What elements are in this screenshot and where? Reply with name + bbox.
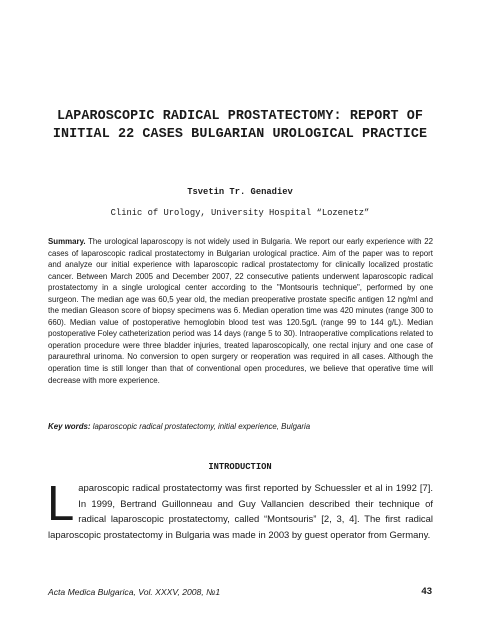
introduction-paragraph <box>47 477 433 543</box>
summary-text: The urological laparoscopy is not widely used in Bulgaria. We report our early experience with 22 cases of laparoscopic radical prostatectomy in Bulgarian urological practice. Aim of the paper was to report and analyze our initial experience with laparoscopic radical prostatectomy for clinically localized prostatic cancer. Between March 2005 and December 2007, 22 consecutive patients underwent laparoscopic radical prostatectomy in a single urological center according to the "Montsouris technique", performed by one surgeon. The median age was 60,5 year old, the median preoperative prostate specific antigen 12 ng/ml and the median Gleason score of biopsy specimens was 6. Median operation time was 420 minutes (range 300 to 660). Median value of postoperative hemoglobin blood test was 120.5g/L (range 99 to 144 g/L). Median postoperative Foley catheterization period was 14 days (range 5 to 30). Intraoperative complications related to operation procedure were three bladder injuries, treated laparoscopically, one rectal injury and one case of paraurethral urinoma. No conversion to open surgery or reoperation was required in all cases. Although the operation time is still longer than that of conventional open procedures, we believe that operative time will decrease with more experience. <box>48 237 433 385</box>
author-affiliation: Clinic of Urology, University Hospital “Lozenetz” <box>110 208 370 218</box>
footer-page-number: 43 <box>421 586 432 597</box>
summary-label: Summary. <box>48 237 86 246</box>
introduction-text: aparoscopic radical prostatectomy was first reported by Schuessler et al in 1992 [7]. In 1999, Bertrand Guillonneau and Guy Vallancien described their technique of radical laparoscopic prostatectomy, called “Montsouris” [2, 3, 4]. The first radical laparoscopic prostatectomy in Bulgaria was made in 2003 by guest operator from Germany. <box>48 483 433 541</box>
author-name: Tsvetin Tr. Genadiev <box>187 187 293 197</box>
keywords-text: laparoscopic radical prostatectomy, initial experience, Bulgaria <box>90 422 311 431</box>
section-heading-introduction: INTRODUCTION <box>208 462 272 472</box>
keywords-paragraph <box>48 421 433 432</box>
drop-cap: L <box>47 477 75 531</box>
keywords-label: Key words: <box>48 422 91 431</box>
article-title: LAPAROSCOPIC RADICAL PROSTATECTOMY: REPORT OF INITIAL 22 CASES BULGARIAN UROLOGICAL PRACTICE <box>52 109 428 142</box>
summary-paragraph <box>48 236 433 386</box>
footer-journal-citation: Acta Medica Bulgarica, Vol. XXXV, 2008, №1 <box>48 587 221 597</box>
